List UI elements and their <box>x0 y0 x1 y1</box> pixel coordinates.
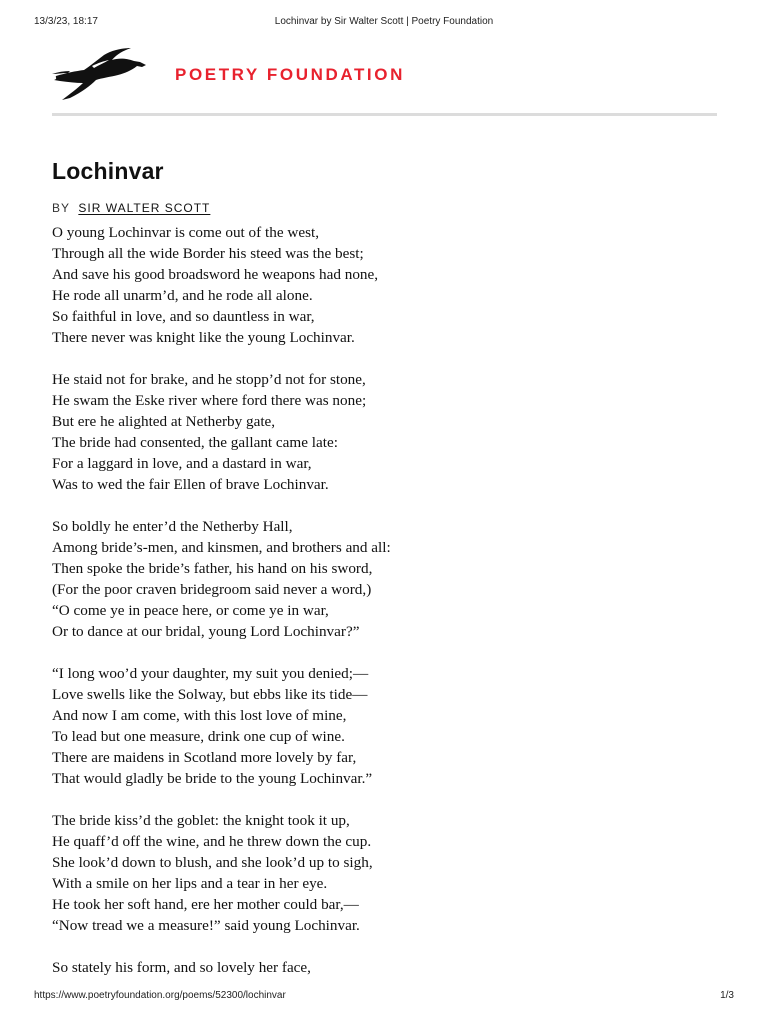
poem-line: The bride kiss’d the goblet: the knight took it up, <box>52 812 350 829</box>
masthead <box>52 46 716 110</box>
poem-line: So faithful in love, and so dauntless in war, <box>52 308 315 325</box>
poem-line: Then spoke the bride’s father, his hand on his sword, <box>52 560 373 577</box>
author-link[interactable]: SIR WALTER SCOTT <box>78 201 211 215</box>
poem-line: That would gladly be bride to the young Lochinvar.” <box>52 770 373 787</box>
poem-line: There are maidens in Scotland more lovely by far, <box>52 749 357 766</box>
poem-line: “Now tread we a measure!” said young Lochinvar. <box>52 917 360 934</box>
poem-title: Lochinvar <box>52 158 164 184</box>
stanza <box>52 222 712 348</box>
poem-line: So boldly he enter’d the Netherby Hall, <box>52 518 293 535</box>
poem-line: He quaff’d off the wine, and he threw down the cup. <box>52 833 372 850</box>
poem-line: With a smile on her lips and a tear in her eye. <box>52 875 328 892</box>
by-label: BY <box>52 201 71 215</box>
pegasus-bird-icon[interactable] <box>52 46 150 102</box>
poem-line: Through all the wide Border his steed was the best; <box>52 245 364 262</box>
brand-wordmark[interactable]: POETRY FOUNDATION <box>175 65 405 84</box>
poem-line: But ere he alighted at Netherby gate, <box>52 413 276 430</box>
poem-line: And now I am come, with this lost love of mine, <box>52 707 347 724</box>
print-header <box>34 16 734 30</box>
print-footer <box>34 990 734 1004</box>
poem-line: “O come ye in peace here, or come ye in war, <box>52 602 329 619</box>
print-url: https://www.poetryfoundation.org/poems/52300/lochinvar <box>34 990 286 1001</box>
poem-line: He rode all unarm’d, and he rode all alone. <box>52 287 313 304</box>
print-page-title: Lochinvar by Sir Walter Scott | Poetry Foundation <box>274 16 494 27</box>
poem-line: “I long woo’d your daughter, my suit you denied;— <box>52 665 369 682</box>
header-divider <box>52 113 717 116</box>
poem-line: O young Lochinvar is come out of the west, <box>52 224 319 241</box>
stanza <box>52 957 712 978</box>
poem-line: He swam the Eske river where ford there was none; <box>52 392 367 409</box>
poem-line: Was to wed the fair Ellen of brave Lochinvar. <box>52 476 329 493</box>
stanza <box>52 663 712 789</box>
poem-line: There never was knight like the young Lochinvar. <box>52 329 355 346</box>
poem-line: She look’d down to blush, and she look’d up to sigh, <box>52 854 373 871</box>
poem-line: He staid not for brake, and he stopp’d not for stone, <box>52 371 366 388</box>
byline <box>52 201 210 215</box>
poem-line: He took her soft hand, ere her mother could bar,— <box>52 896 359 913</box>
poem-line: The bride had consented, the gallant came late: <box>52 434 338 451</box>
poem-line: Love swells like the Solway, but ebbs like its tide— <box>52 686 368 703</box>
poem-body <box>52 222 712 999</box>
poem-line: To lead but one measure, drink one cup of wine. <box>52 728 345 745</box>
print-datetime: 13/3/23, 18:17 <box>34 16 98 27</box>
poem-line: Among bride’s-men, and kinsmen, and brothers and all: <box>52 539 391 556</box>
poem-line: Or to dance at our bridal, young Lord Lochinvar?” <box>52 623 360 640</box>
stanza <box>52 810 712 936</box>
poem-line: So stately his form, and so lovely her face, <box>52 959 311 976</box>
stanza <box>52 516 712 642</box>
poem-line: And save his good broadsword he weapons had none, <box>52 266 379 283</box>
print-page-number: 1/3 <box>720 990 734 1001</box>
poem-line: (For the poor craven bridegroom said never a word,) <box>52 581 372 598</box>
poem-line: For a laggard in love, and a dastard in war, <box>52 455 312 472</box>
stanza <box>52 369 712 495</box>
